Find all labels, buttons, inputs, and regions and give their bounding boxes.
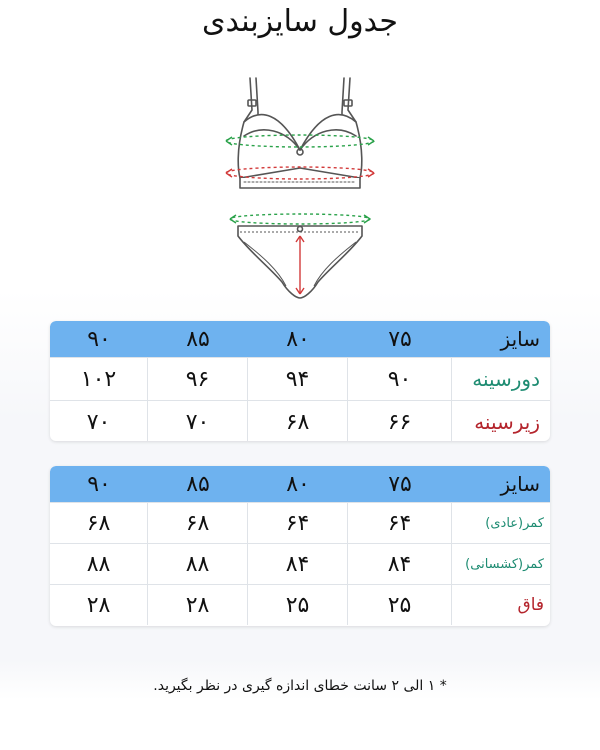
row-label: کمر(عادی) (485, 515, 544, 531)
table-row (50, 357, 550, 400)
table-cell: ۸۴ (348, 544, 452, 584)
header-size-75: ۷۵ (388, 471, 412, 497)
table-cell: ۷۰ (50, 401, 148, 441)
table-row (50, 400, 550, 441)
table-cell: ۶۴ (248, 503, 348, 543)
table-cell: ۸۸ (50, 544, 148, 584)
measurement-note: * ۱ الی ۲ سانت خطای اندازه گیری در نظر بگیرید. (153, 678, 447, 694)
bra-size-table (50, 321, 550, 441)
table-cell: ۲۸ (148, 585, 248, 625)
table-header-row (50, 321, 550, 357)
panty-size-table (50, 466, 550, 626)
row-label: دورسینه (472, 367, 540, 391)
header-size-90: ۹۰ (87, 471, 111, 497)
table-header-row (50, 466, 550, 502)
page-title: جدول سایزبندی (202, 4, 398, 39)
header-size-label: سایز (500, 472, 540, 496)
table-cell: ۲۵ (348, 585, 452, 625)
header-size-75: ۷۵ (388, 326, 412, 352)
row-label: زیرسینه (474, 410, 540, 434)
table-row (50, 502, 550, 543)
header-size-90: ۹۰ (87, 326, 111, 352)
table-cell: ۶۸ (50, 503, 148, 543)
table-cell: ۶۸ (248, 401, 348, 441)
header-size-85: ۸۵ (186, 326, 210, 352)
table-cell: ۸۸ (148, 544, 248, 584)
table-cell: ۲۸ (50, 585, 148, 625)
table-cell: ۸۴ (248, 544, 348, 584)
table-row (50, 584, 550, 625)
bra-outline-icon (238, 78, 362, 188)
header-size-label: سایز (500, 327, 540, 351)
table-cell: ۶۸ (148, 503, 248, 543)
garment-illustration (0, 0, 600, 310)
table-row (50, 543, 550, 584)
header-size-85: ۸۵ (186, 471, 210, 497)
table-cell: ۹۴ (248, 358, 348, 400)
waist-measure-line (230, 214, 370, 224)
table-cell: ۹۰ (348, 358, 452, 400)
table-cell: ۲۵ (248, 585, 348, 625)
table-cell: ۹۶ (148, 358, 248, 400)
table-cell: ۶۶ (348, 401, 452, 441)
header-size-80: ۸۰ (286, 471, 310, 497)
table-cell: ۷۰ (148, 401, 248, 441)
table-cell: ۶۴ (348, 503, 452, 543)
row-label: فاق (517, 595, 544, 615)
row-label: کمر(کشسانی) (465, 556, 544, 572)
table-cell: ۱۰۲ (50, 358, 148, 400)
header-size-80: ۸۰ (286, 326, 310, 352)
